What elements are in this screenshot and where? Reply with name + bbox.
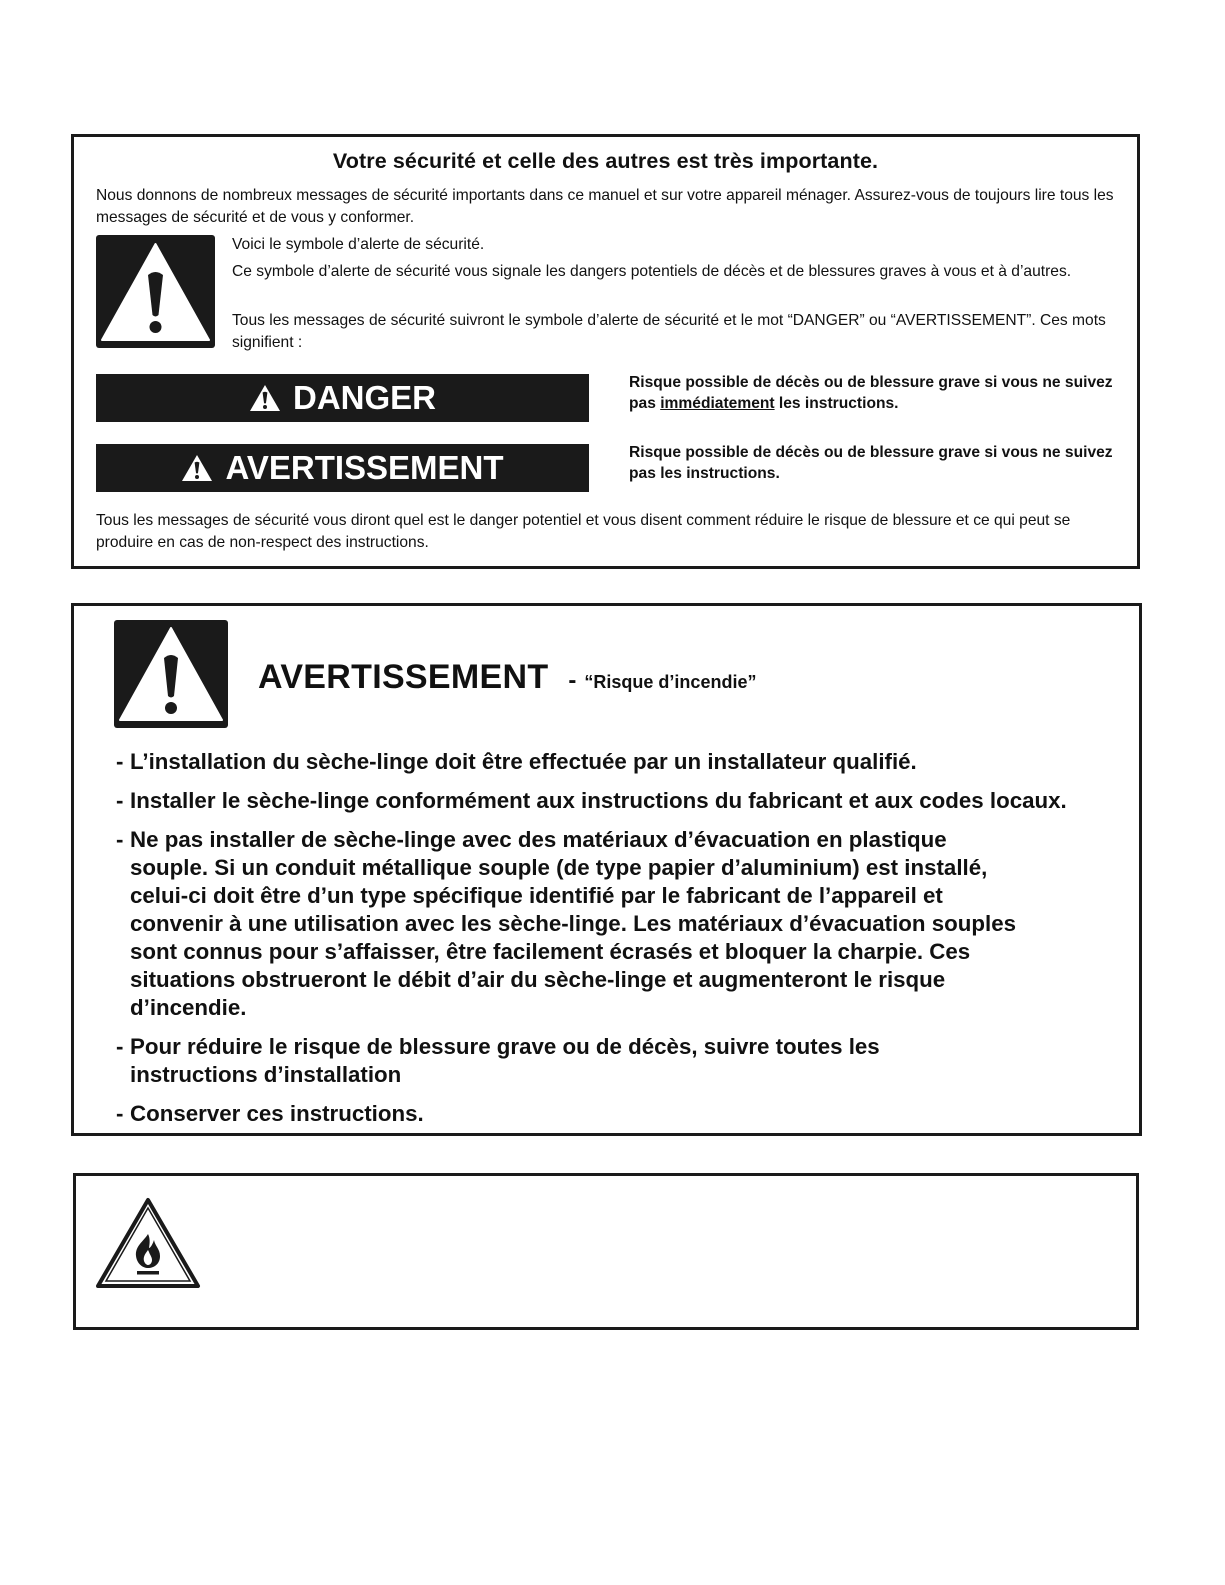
warning-signal-bar: [96, 444, 589, 492]
list-item: [116, 826, 1129, 1022]
list-bullet: -: [116, 749, 124, 774]
danger-desc-emphasis: immédiatement: [660, 395, 775, 412]
safety-symbol-meaning: Ce symbole d’alerte de sécurité vous signale les dangers potentiels de décès et de blessures graves à vous et à d’autres.: [232, 263, 1072, 280]
safety-signal-words: Tous les messages de sécurité suivront le symbole d’alerte de sécurité et le mot “DANGER” ou “AVERTISSEMENT”. Ces mots signifient :: [232, 312, 1106, 351]
list-bullet: -: [116, 1034, 124, 1059]
list-item-text: Conserver ces instructions.: [130, 1101, 424, 1126]
fire-warning-heading: [258, 658, 756, 697]
heading-dash: -: [568, 667, 577, 694]
list-bullet: -: [116, 1101, 124, 1126]
list-bullet: -: [116, 827, 124, 852]
safety-notice-box: [71, 134, 1140, 569]
fire-risk-subheading: “Risque d’incendie”: [584, 672, 757, 692]
list-item: [116, 787, 1129, 815]
warning-description: Risque possible de décès ou de blessure grave si vous ne suivez pas les instructions.: [629, 444, 1113, 482]
danger-signal-bar: [96, 374, 589, 422]
flammable-symbol-box: [73, 1173, 1139, 1330]
list-item: [116, 1100, 1129, 1128]
safety-symbol-intro: Voici le symbole d’alerte de sécurité.: [232, 236, 485, 253]
fire-warning-box: [71, 603, 1142, 1136]
warning-triangle-icon: [181, 454, 213, 482]
list-item-text: L’installation du sèche-linge doit être effectuée par un installateur qualifié.: [130, 749, 917, 774]
warning-word: AVERTISSEMENT: [258, 658, 549, 696]
danger-description: [629, 372, 1125, 414]
list-item-text: Installer le sèche-linge conformément aux instructions du fabricant et aux codes locaux.: [130, 788, 1067, 813]
fire-warning-list: [116, 748, 1129, 1139]
list-item: [116, 1033, 1129, 1089]
safety-intro: Nous donnons de nombreux messages de sécurité importants dans ce manuel et sur votre appareil ménager. Assurez-vous de toujours lire tous les messages de sécurité et de vous y conformer.: [96, 187, 1114, 226]
danger-label: DANGER: [292, 379, 436, 416]
warning-triangle-icon: [96, 235, 215, 348]
warning-label: AVERTISSEMENT: [225, 449, 504, 486]
flame-triangle-icon: [93, 1194, 203, 1297]
warning-triangle-icon: [249, 384, 281, 412]
safety-footer: Tous les messages de sécurité vous diront quel est le danger potentiel et vous disent comment réduire le risque de blessure et ce qui peut se produire en cas de non-respect des instructions.: [96, 512, 1071, 551]
warning-triangle-icon: [114, 620, 228, 728]
safety-title: Votre sécurité et celle des autres est très importante.: [332, 149, 879, 173]
danger-desc-text: Risque possible de décès ou de blessure grave si vous ne suivez pas: [629, 374, 1113, 412]
list-item-text: Ne pas installer de sèche-linge avec des matériaux d’évacuation en plastique souple. Si un conduit métallique souple (de type papier d’aluminium) est installé, celui-ci doit être d’un type spécifique identifié par le fabricant de l’appareil et convenir à une utilisation avec les sèche-linge. Les matériaux d’évacuation souples sont connus pour s’affaisser, être facilement écrasés et bloquer la charpie. Ces situations obstrueront le débit d’air du sèche-linge et augmenteront le risque d’incendie.: [130, 827, 1016, 1020]
list-item-text: Pour réduire le risque de blessure grave ou de décès, suivre toutes les instructions d’installation: [130, 1034, 880, 1087]
list-item: [116, 748, 1129, 776]
danger-desc-end: les instructions.: [774, 395, 899, 412]
list-bullet: -: [116, 788, 124, 813]
